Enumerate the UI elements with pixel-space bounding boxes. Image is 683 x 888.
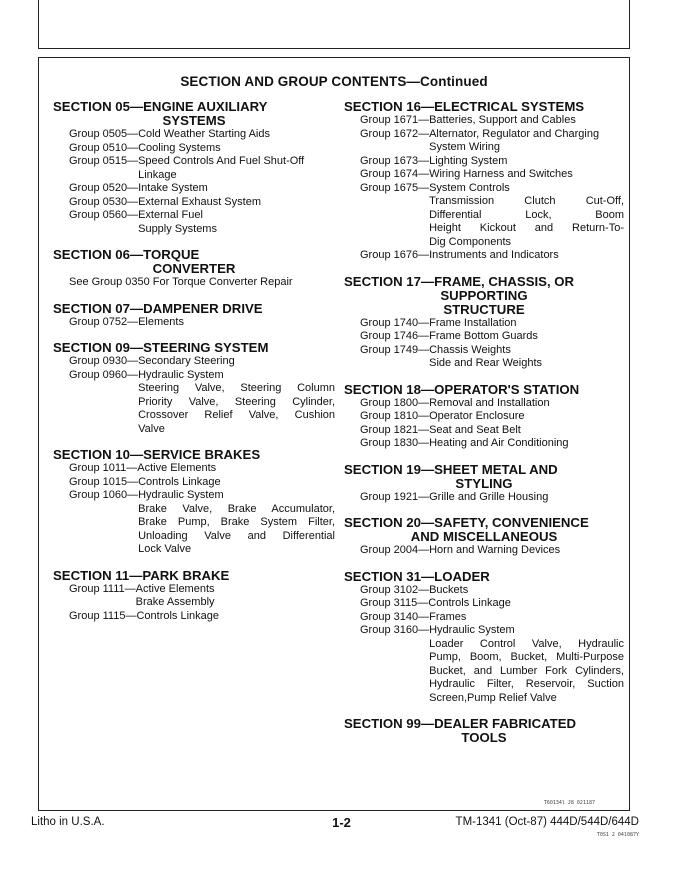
section-block (344, 570, 624, 706)
section-title-line: SECTION 17—FRAME, CHASSIS, OR (344, 273, 575, 289)
group-detail-line: Valve (138, 422, 165, 435)
section-block (53, 341, 335, 436)
group-detail-line: Screen,Pump Relief Valve (429, 691, 557, 704)
group-entry: Group 1800—Removal and Installation (360, 396, 550, 409)
box-stamp: T60134l J8 021187 (543, 800, 595, 806)
group-entry: Group 0515—Speed Controls And Fuel Shut-Off (69, 155, 305, 167)
section-block (53, 569, 335, 624)
group-entry: Group 1740—Frame Installation (360, 316, 517, 329)
footer-manual-id: TM-1341 (Oct-87) 444D/544D/644D (455, 816, 639, 828)
group-details (53, 596, 335, 610)
section-title (53, 341, 335, 355)
group-entry: Group 1821—Seat and Seat Belt (360, 423, 521, 436)
section-title (344, 383, 624, 397)
section-title-line: SECTION 10—SERVICE BRAKES (53, 447, 261, 462)
group-detail-line: System Wiring (429, 141, 501, 153)
footer-stamp: T0S1 2 041087Y (596, 832, 639, 838)
group-entry: Group 0530—External Exhaust System (69, 195, 261, 208)
group-entry: Group 0560—External Fuel (69, 209, 203, 221)
section-title-line: SECTION 09—STEERING SYSTEM (53, 340, 269, 355)
group-detail-line: Lock Valve (138, 543, 192, 555)
group-detail-line: Brake Pump, Brake System Filter, (138, 516, 335, 528)
section-title (344, 100, 624, 114)
section-title-continuation: SYSTEMS (162, 113, 226, 128)
section-title-line: SECTION 05—ENGINE AUXILIARY (53, 99, 268, 114)
group-entry: Group 1675—System Controls (360, 181, 510, 194)
section-title-line: SECTION 18—OPERATOR'S STATION (344, 381, 580, 397)
group-entry: Group 1810—Operator Enclosure (360, 410, 525, 422)
group-detail-line: Bucket, and Lumber Fork Cylinders, (429, 664, 624, 677)
group-details (53, 223, 335, 237)
group-detail-line: Dig Components (429, 235, 512, 248)
section-title-continuation: STRUCTURE (443, 301, 525, 317)
group-entry: Group 1060—Hydraulic System (69, 489, 224, 501)
group-detail-line: Unloading Valve and Differential (138, 529, 335, 542)
top-frame (38, 0, 630, 49)
section-title-continuation: AND MISCELLANEOUS (410, 529, 558, 544)
section-title (344, 570, 624, 584)
section-block (53, 100, 335, 236)
section-title-line: SECTION 20—SAFETY, CONVENIENCE (344, 515, 589, 530)
section-title (344, 275, 624, 317)
group-entry: Group 0520—Intake System (69, 182, 208, 194)
group-entry: Group 0505—Cold Weather Starting Aids (69, 128, 270, 140)
group-detail-line: Side and Rear Weights (429, 357, 543, 369)
section-block (53, 302, 335, 330)
group-entry: Group 1674—Wiring Harness and Switches (360, 168, 573, 180)
section-title (53, 100, 335, 128)
group-entry: Group 2004—Horn and Warning Devices (360, 544, 561, 556)
section-title-line: SECTION 19—SHEET METAL AND (344, 461, 558, 477)
group-detail-line: Brake Assembly (135, 596, 215, 608)
group-details (344, 195, 624, 249)
group-detail-line: Linkage (138, 168, 177, 181)
group-entry: Group 1672—Alternator, Regulator and Charging (360, 127, 600, 140)
section-block (344, 383, 624, 451)
group-entry: Group 1921—Grille and Grille Housing (360, 490, 549, 503)
group-detail-line: Hydraulic Filter, Reservoir, Suction (429, 678, 624, 690)
group-details (53, 503, 335, 557)
section-title-continuation: CONVERTER (152, 261, 236, 276)
group-entry: Group 1676—Instruments and Indicators (360, 249, 559, 261)
group-entry: Group 1830—Heating and Air Conditioning (360, 437, 569, 449)
group-entry: Group 1673—Lighting System (360, 154, 508, 167)
group-entry: Group 1671—Batteries, Support and Cables (360, 114, 576, 126)
group-entry: Group 0752—Elements (69, 315, 184, 328)
group-details (344, 638, 624, 706)
section-title (344, 516, 624, 544)
section-title-line: SECTION 07—DAMPENER DRIVE (53, 300, 263, 316)
group-entry: Group 3102—Buckets (360, 583, 469, 596)
group-entry: Group 1746—Frame Bottom Guards (360, 330, 538, 342)
group-details (53, 169, 335, 183)
group-entry: Group 0510—Cooling Systems (69, 141, 221, 154)
section-block (344, 100, 624, 263)
section-title-line: SECTION 11—PARK BRAKE (53, 567, 230, 583)
group-detail-line: Brake Valve, Brake Accumulator, (138, 502, 335, 515)
section-block (53, 448, 335, 557)
section-block (53, 248, 335, 290)
group-entry: Group 0960—Hydraulic System (69, 368, 224, 381)
group-detail-line: Height Kickout and Return-To- (429, 222, 624, 234)
group-detail-line: Pump, Boom, Bucket, Multi-Purpose (429, 651, 624, 663)
group-details (344, 357, 624, 371)
group-detail-line: Differential Lock, Boom (429, 208, 624, 221)
group-detail-line: Supply Systems (138, 222, 217, 235)
group-detail-line: Priority Valve, Steering Cylinder, (138, 395, 335, 408)
page-title: SECTION AND GROUP CONTENTS—Continued (180, 74, 488, 89)
section-title-continuation: STYLING (455, 475, 513, 491)
group-entry: Group 1115—Controls Linkage (69, 609, 220, 622)
group-entry: Group 3140—Frames (360, 610, 467, 623)
group-entry: Group 1015—Controls Linkage (69, 475, 221, 488)
left-column (53, 100, 335, 635)
section-title (344, 463, 624, 491)
group-details (53, 382, 335, 436)
group-detail-line: Transmission Clutch Cut-Off, (429, 195, 624, 207)
section-title (53, 302, 335, 316)
group-detail-line: Loader Control Valve, Hydraulic (429, 637, 624, 650)
group-detail-line: Steering Valve, Steering Column (138, 382, 335, 394)
group-entry: Group 1749—Chassis Weights (360, 343, 511, 356)
section-block (344, 463, 624, 505)
section-title-continuation: SUPPORTING (440, 287, 528, 303)
section-block (344, 717, 624, 745)
section-title (53, 448, 335, 462)
group-entry: Group 1111—Active Elements (69, 582, 215, 595)
group-entry: Group 0930—Secondary Steering (69, 355, 235, 367)
section-title (344, 717, 624, 745)
section-title-line: SECTION 06—TORQUE (53, 247, 200, 262)
page-number: 1-2 (332, 815, 351, 830)
section-title-line: SECTION 99—DEALER FABRICATED (344, 716, 577, 731)
contents-frame (38, 57, 630, 811)
section-block (344, 275, 624, 371)
right-column (344, 100, 624, 757)
group-details (344, 141, 624, 155)
footer-litho: Litho in U.S.A. (31, 816, 105, 828)
section-block (344, 516, 624, 558)
section-title (53, 569, 335, 583)
section-title-line: SECTION 31—LOADER (344, 568, 490, 584)
group-entry: Group 1011—Active Elements (69, 462, 217, 474)
group-entry: Group 3115—Controls Linkage (360, 597, 511, 609)
group-entry: See Group 0350 For Torque Converter Repair (69, 276, 293, 288)
group-detail-line: Crossover Relief Valve, Cushion (138, 409, 335, 421)
section-title (53, 248, 335, 276)
section-title-line: SECTION 16—ELECTRICAL SYSTEMS (344, 99, 585, 114)
section-title-continuation: TOOLS (461, 730, 507, 745)
group-entry: Group 3160—Hydraulic System (360, 624, 515, 636)
